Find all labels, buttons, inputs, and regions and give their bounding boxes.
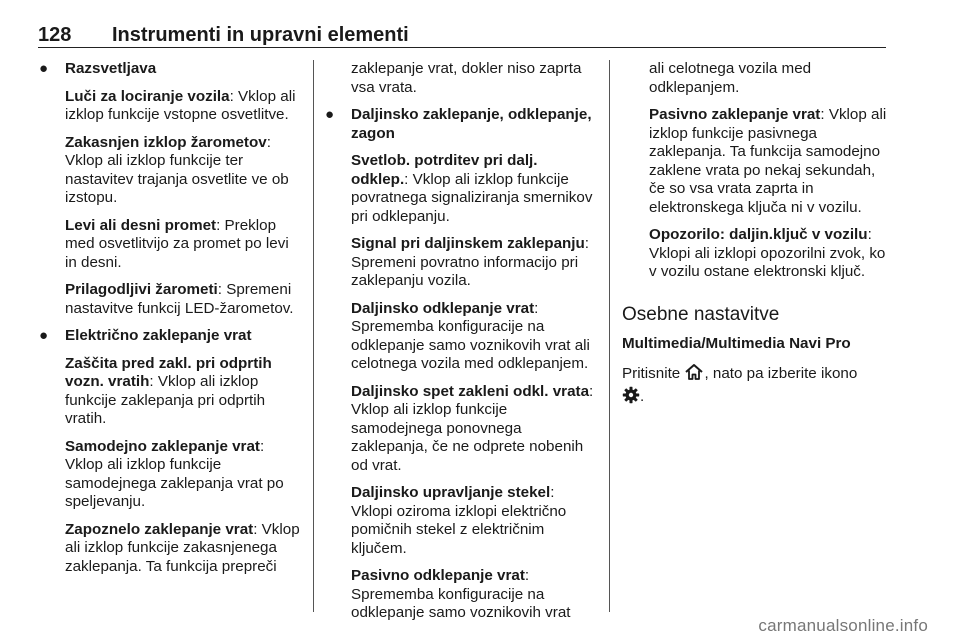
instruction-paragraph: [622, 363, 890, 410]
bullet-item-remote-locking: [324, 106, 596, 143]
setting-name: Luči za lociranje vozila: [65, 87, 230, 105]
setting-entry: [649, 106, 890, 217]
setting-entry: [65, 217, 304, 273]
setting-description: : Vklopi ali izklopi opozorilni zvok, ko v vozilu ostane elektronski ključ.: [649, 226, 886, 280]
setting-entry: [351, 383, 596, 476]
setting-description: : Spremeni povratno informacijo pri zaklepanju vozila.: [351, 235, 590, 289]
setting-name: Opozorilo: daljin.ključ v vozilu: [649, 226, 868, 243]
setting-name: Pasivno zaklepanje vrat: [649, 106, 821, 123]
bullet-icon: ●: [39, 60, 49, 77]
setting-description: : Vklop ali izklop funkcije pasivnega zaklepanja. Ta funkcija samodejno zaklene vrata po nekaj sekundah, če so vsa vrata zaprta in elektronskega ključa ni v vozilu.: [649, 106, 887, 216]
setting-name: Daljinsko spet zakleni odkl. vrata: [351, 382, 590, 400]
setting-entry: [351, 235, 596, 291]
setting-description: : Vklop ali izklop funkcije zaklepanja pri odprtih vratih.: [65, 373, 266, 427]
setting-entry: [65, 134, 304, 208]
setting-description: : Vklop ali izklop funkcije povratnega signaliziranja smernikov pri odklepanju.: [351, 170, 593, 225]
column-divider-2: [609, 60, 610, 612]
setting-description: : Vklop ali izklop funkcije samodejnega ponovnega zaklepanja, če ne odprete nobenih od vrat.: [351, 382, 594, 474]
instruction-text: , nato pa izberite ikono: [704, 364, 858, 382]
setting-entry: [351, 567, 596, 623]
header-divider: [38, 47, 886, 48]
setting-name: Levi ali desni promet: [65, 216, 217, 234]
setting-name: Samodejno zaklepanje vrat: [65, 437, 260, 455]
setting-entry: [649, 226, 890, 282]
instruction-text: Pritisnite: [622, 364, 685, 382]
setting-description: : Vklop ali izklop funkcije samodejnega zaklepanja vrat po speljevanju.: [65, 437, 284, 510]
bullet-item-door-locks: [38, 327, 304, 346]
bullet-item-lighting: [38, 60, 304, 79]
sub-heading: Multimedia/Multimedia Navi Pro: [622, 335, 851, 352]
setting-name: Pasivno odklepanje vrat: [351, 567, 525, 584]
setting-name: Daljinsko upravljanje stekel: [351, 484, 551, 501]
setting-name: Svetlob. potrditev pri dalj. odklep.: [351, 152, 538, 188]
column-1: [38, 60, 304, 585]
page-title: Instrumenti in upravni elementi: [112, 24, 409, 46]
page-number: 128: [38, 24, 72, 46]
setting-name: Prilagodljivi žarometi: [65, 281, 218, 298]
watermark-text: carmanualsonline.info: [758, 616, 928, 635]
setting-entry: [351, 152, 596, 226]
column-3: [622, 60, 890, 419]
page-header: [38, 6, 886, 46]
bullet-icon: ●: [325, 106, 335, 123]
setting-description: : Spremeni nastavitve funkcij LED-žarometov.: [65, 281, 294, 317]
setting-entry: [351, 300, 596, 374]
setting-entry: [65, 355, 304, 429]
setting-name: Zaščita pred zakl. pri odprtih vozn. vratih: [65, 354, 272, 390]
instruction-text: .: [640, 388, 645, 405]
bullet-label: Razsvetljava: [65, 60, 157, 77]
home-icon: [684, 363, 704, 387]
bullet-icon: ●: [39, 327, 49, 344]
bullet-label: Električno zaklepanje vrat: [65, 327, 252, 344]
bullet-label: Daljinsko zaklepanje, odklepanje, zagon: [351, 106, 592, 142]
gear-icon: [622, 386, 640, 410]
continued-text: zaklepanje vrat, dokler niso zaprta vsa vrata.: [351, 60, 582, 96]
setting-entry: [351, 484, 596, 558]
setting-description: : Vklop ali izklop funkcije ter nastavitev trajanja osvetlite ve ob izstopu.: [65, 133, 289, 206]
column-divider-1: [313, 60, 314, 612]
continued-text: ali celotnega vozila med odklepanjem.: [649, 60, 812, 96]
setting-description: : Sprememba konfiguracije na odklepanje samo voznikovih vrat ali celotnega vozila med odklepanjem.: [351, 299, 590, 372]
setting-description: : Sprememba konfiguracije na odklepanje samo voznikovih vrat: [351, 567, 571, 621]
setting-name: Signal pri daljinskem zaklepanju: [351, 235, 585, 252]
setting-name: Zakasnjen izklop žarometov: [65, 133, 267, 151]
setting-description: : Vklopi oziroma izklopi električno pomičnih stekel z električnim ključem.: [351, 484, 567, 557]
setting-name: Zapoznelo zaklepanje vrat: [65, 520, 254, 538]
setting-entry: [65, 281, 304, 318]
setting-description: : Preklop med osvetlitvijo za promet po levi in desni.: [65, 216, 289, 271]
setting-entry: [65, 88, 304, 125]
setting-description: : Vklop ali izklop funkcije vstopne osvetlitve.: [65, 87, 296, 123]
setting-name: Daljinsko odklepanje vrat: [351, 299, 535, 317]
setting-entry: [65, 521, 304, 577]
setting-entry: [65, 438, 304, 512]
column-2: [324, 60, 596, 632]
setting-description: : Vklop ali izklop funkcije zakasnjenega zaklepanja. Ta funkcija prepreči: [65, 520, 300, 575]
section-heading: Osebne nastavitve: [622, 303, 780, 325]
